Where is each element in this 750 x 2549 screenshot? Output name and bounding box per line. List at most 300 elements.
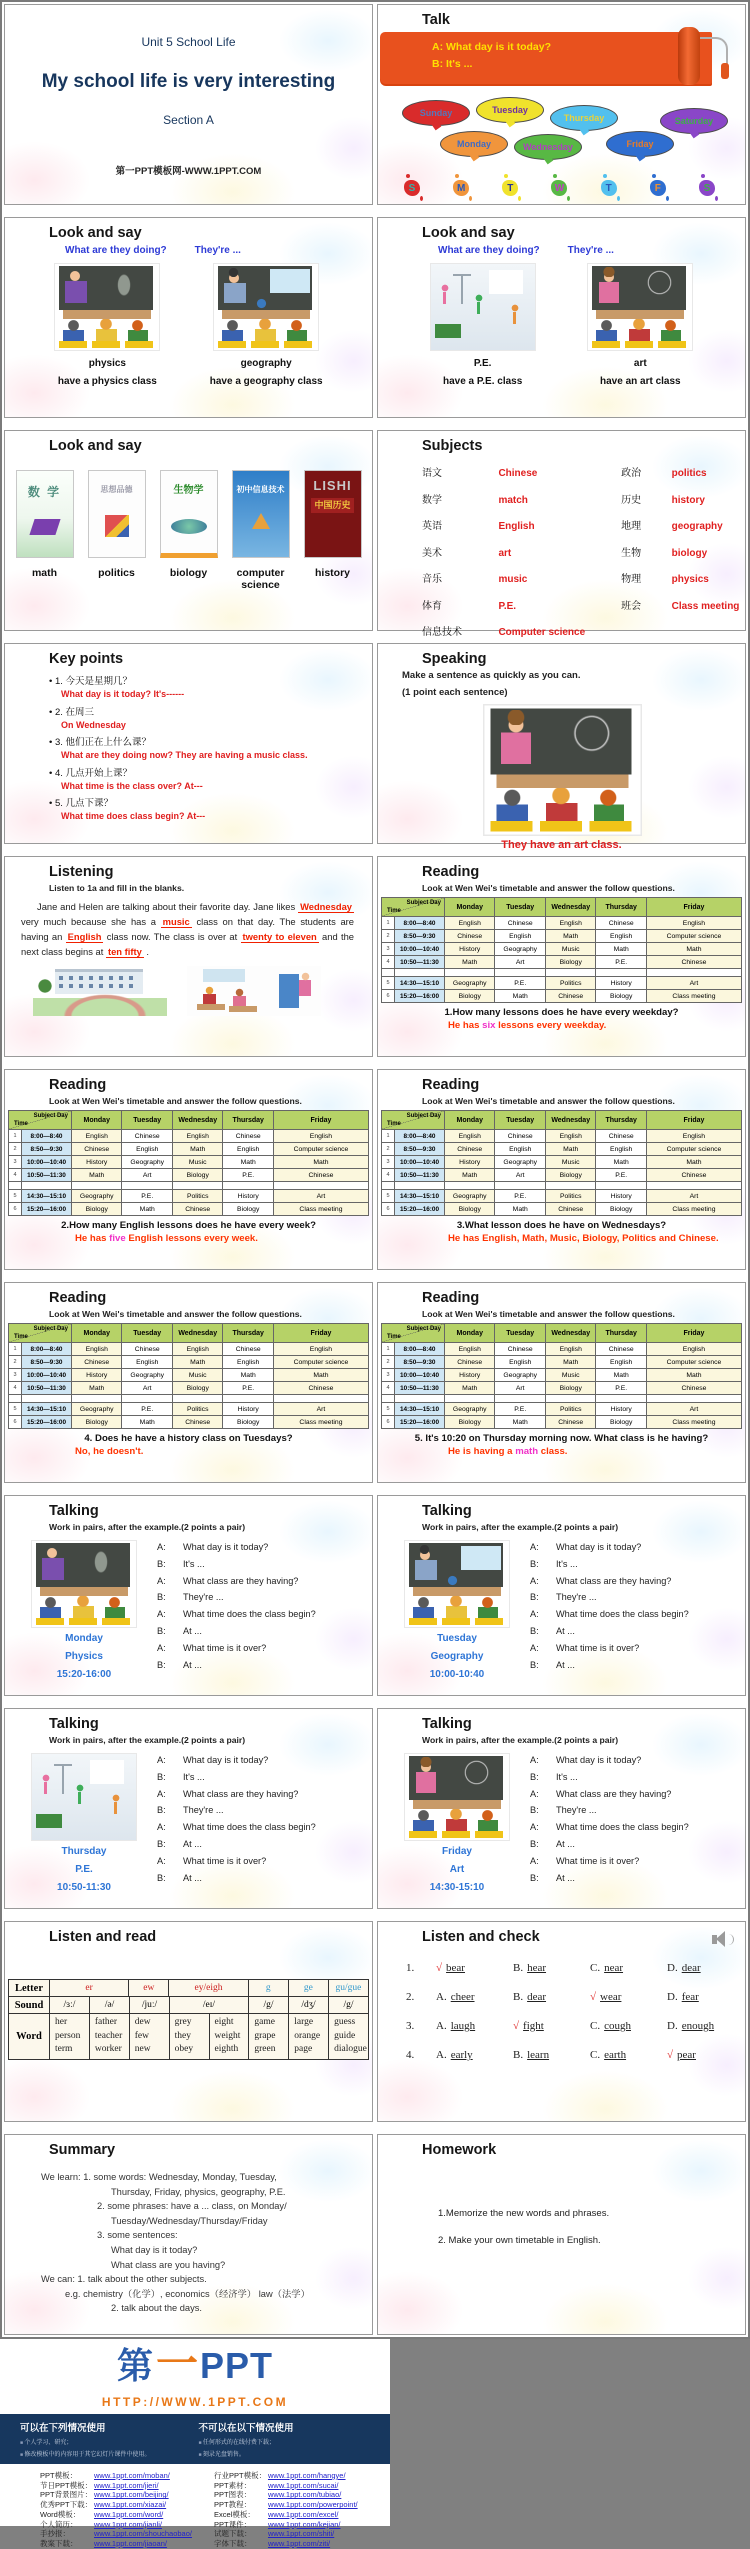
quiz-option — [436, 1991, 513, 2003]
lesson-cell: Chinese — [72, 1143, 122, 1156]
link-url[interactable]: www.1ppt.com/ziti/ — [267, 2538, 331, 2548]
timetable-row — [9, 1403, 369, 1416]
slide-heading: Reading — [422, 864, 480, 880]
slide-title — [4, 4, 373, 205]
option-word: wear — [600, 1991, 622, 2003]
dialogue-text: What day is it today? — [183, 1755, 269, 1765]
example-word: dialogue — [334, 2044, 367, 2054]
period-number: 2 — [9, 1356, 22, 1369]
answer-segment: He has — [448, 1020, 483, 1031]
timetable-row — [382, 1416, 742, 1429]
period-number — [382, 1182, 395, 1190]
weekday-bubble: Tuesday — [476, 97, 544, 123]
key-point — [49, 673, 372, 699]
prompt-answer: They're ... — [194, 245, 241, 256]
lesson-cell: Math — [647, 943, 742, 956]
scenario-panel — [396, 1753, 518, 1895]
slide-summary — [4, 2134, 373, 2335]
lesson-cell: Computer science — [647, 1356, 742, 1369]
dialogue-line-a: A: What day is it today? — [432, 41, 552, 53]
timetable — [381, 1323, 742, 1429]
period-number: 4 — [9, 1382, 22, 1395]
corner-label-top: Subject Day — [33, 1326, 68, 1332]
dialogue-text: At ... — [556, 1872, 575, 1883]
quiz-option — [513, 2020, 590, 2032]
lesson-cell: Music — [546, 943, 596, 956]
timetable-row — [9, 1369, 369, 1382]
letter-cell: g — [249, 1980, 289, 1997]
option-word: enough — [681, 2020, 715, 2032]
speaker-label: A: — [157, 1822, 166, 1833]
scenario-panel — [23, 1753, 145, 1895]
corner-label-bottom: Time — [387, 1121, 401, 1127]
lesson-cell — [495, 1182, 545, 1190]
example-word: eighth — [214, 2044, 239, 2054]
reading-question: 1.How many lessons does he have every weekday? — [444, 1007, 679, 1018]
timetable — [8, 1110, 369, 1216]
slide-subjects — [377, 430, 746, 638]
letter-cell: ge — [289, 1980, 329, 1997]
logo-char-di: 第 — [116, 2345, 154, 2386]
lesson-cell: History — [445, 1369, 495, 1382]
lesson-cell: Chinese — [274, 1382, 369, 1395]
period-number: 6 — [382, 1203, 395, 1216]
day-header-cell: Monday — [445, 1324, 495, 1343]
license-item: ■ 刻录光盘销售。 — [198, 2449, 293, 2458]
period-number: 6 — [9, 1203, 22, 1216]
dialogue-line — [157, 1643, 316, 1653]
option-label: B. — [513, 2049, 524, 2061]
day-header-cell: Monday — [445, 898, 495, 917]
letter-row — [9, 1980, 369, 1997]
footer-link-line — [214, 2520, 358, 2530]
lesson-cell: Math — [445, 1169, 495, 1182]
lesson-cell: Art — [122, 1169, 172, 1182]
lesson-cell: P.E. — [495, 1190, 545, 1203]
option-word: dear — [527, 1991, 547, 2003]
period-time: 10:00—10:40 — [22, 1369, 72, 1382]
site-logo — [0, 2340, 390, 2393]
textbook-figure — [85, 470, 149, 591]
footer-links-right — [214, 2471, 358, 2549]
speaker-label: A: — [530, 1755, 539, 1765]
subject-chinese: 历史 — [621, 494, 642, 506]
deck-title: My school life is very interesting — [41, 71, 336, 92]
splat-letter: F — [650, 180, 666, 196]
lesson-cell: Politics — [546, 1403, 596, 1416]
subject-chinese: 体育 — [422, 600, 442, 612]
example-word: few — [134, 2030, 149, 2041]
dialogue-text: What time is it over? — [183, 1642, 267, 1653]
classroom-illustration — [587, 263, 693, 351]
slide-talking — [377, 1495, 746, 1696]
timetable-row — [9, 1382, 369, 1395]
period-number: 5 — [382, 1190, 395, 1203]
speaker-label: A: — [157, 1855, 166, 1866]
lesson-cell: History — [596, 1190, 646, 1203]
day-header-cell: Wednesday — [173, 1111, 223, 1130]
book-caption: biology — [169, 567, 208, 579]
dialogue-text: At ... — [183, 1838, 202, 1849]
link-url[interactable]: www.1ppt.com/sucai/ — [267, 2480, 339, 2490]
example-word: weight — [214, 2030, 241, 2041]
answer-segment: class. — [538, 1446, 568, 1457]
period-number: 6 — [382, 1416, 395, 1429]
slide-heading: Look and say — [422, 225, 515, 241]
lesson-cell: Biology — [223, 1416, 273, 1429]
timetable-row — [9, 1169, 369, 1182]
dialogue-text: They're ... — [556, 1805, 597, 1816]
link-url[interactable]: www.1ppt.com/word/ — [94, 2509, 164, 2519]
lesson-cell — [495, 1395, 545, 1403]
timetable-row — [9, 1156, 369, 1169]
cloze-segment: Jane and Helen are talking about their favorite day. Jane likes — [37, 901, 299, 912]
slide-heading: Reading — [422, 1077, 480, 1093]
link-label: Excel模板： — [213, 2509, 255, 2519]
dialogue-text: What time does the class begin? — [183, 1822, 316, 1833]
timetable-row — [382, 943, 742, 956]
subject-chinese: 物理 — [621, 574, 642, 585]
link-label: PPT教程： — [213, 2500, 252, 2510]
period-time: 8:00—8:40 — [22, 1130, 72, 1143]
subject-pair — [621, 596, 739, 614]
dialogue-text: At ... — [556, 1625, 575, 1636]
lesson-cell: English — [647, 1130, 742, 1143]
link-label: PPT模板： — [40, 2471, 78, 2480]
footer-link-line — [214, 2510, 358, 2520]
timetable-corner — [382, 1324, 445, 1343]
timetable-row — [382, 956, 742, 969]
splat-letter: W — [551, 180, 567, 196]
summary-line: 2. talk about the days. — [111, 2303, 202, 2314]
example-word: large — [294, 2017, 314, 2027]
subject-chinese: 信息技术 — [422, 627, 462, 638]
dialogue-line — [157, 1592, 316, 1602]
option-word: earth — [604, 2049, 627, 2061]
summary-line: 2. some phrases: have a ... class, on Monday/ — [97, 2201, 287, 2212]
dialogue-line — [530, 1772, 689, 1782]
corner-label-bottom: Time — [387, 1334, 401, 1340]
textbook-cover — [16, 470, 74, 558]
corner-label-top: Subject Day — [33, 1113, 68, 1119]
example-word: father — [94, 2017, 118, 2027]
option-label: D. — [667, 1991, 678, 2003]
link-url[interactable]: www.1ppt.com/shouchaobao/ — [94, 2529, 192, 2539]
timetable — [381, 897, 742, 1003]
section-label: Section A — [163, 113, 214, 127]
classroom-illustration — [404, 1540, 510, 1628]
scenario-day: Thursday — [61, 1846, 107, 1857]
period-number: 3 — [382, 1156, 395, 1169]
dialogue-line — [157, 1609, 316, 1619]
dialogue-line — [157, 1822, 316, 1832]
reading-answer — [448, 1446, 745, 1457]
lesson-cell: Math — [596, 943, 646, 956]
speaker-label: B: — [157, 1872, 166, 1883]
word-row — [9, 2014, 369, 2060]
cloze-segment: very much because she has a — [21, 916, 161, 928]
period-time: 14:30—15:10 — [22, 1403, 72, 1416]
key-point-chinese: • 5. 几点下课？ — [49, 795, 372, 809]
answer-segment: math — [515, 1446, 539, 1457]
period-time: 8:50—9:30 — [22, 1356, 72, 1369]
summary-line: Thursday, Friday, physics, geography, P.E. — [111, 2186, 286, 2197]
lesson-cell: Chinese — [445, 930, 495, 943]
timetable — [381, 1110, 742, 1216]
license-item: ■ 任何形式的在线付费下载； — [198, 2437, 293, 2446]
reading-answer — [75, 1446, 372, 1457]
lesson-cell — [122, 1182, 172, 1190]
dialogue-text: What day is it today? — [556, 1755, 642, 1765]
lesson-cell: Biology — [596, 1203, 646, 1216]
speaker-label: B: — [530, 1558, 539, 1569]
timetable-header — [382, 1111, 742, 1130]
period-time: 14:30—15:10 — [22, 1190, 72, 1203]
scenario-subject: Physics — [65, 1651, 103, 1662]
subject-pair — [621, 569, 739, 587]
lesson-cell: Art — [274, 1403, 369, 1416]
dialogue-line — [530, 1626, 689, 1636]
lesson-cell: Chinese — [445, 1143, 495, 1156]
sound-cell: /ə/ — [90, 1997, 130, 2014]
period-time: 8:50—9:30 — [395, 930, 445, 943]
dialogue-text: What class are they having? — [556, 1788, 672, 1799]
cover-art — [29, 519, 60, 535]
example-word: guess — [334, 2017, 356, 2027]
subject-english: politics — [671, 468, 707, 479]
prompt-question: What are they doing? — [438, 245, 540, 256]
example-word: dew — [134, 2017, 151, 2027]
lesson-cell: P.E. — [122, 1403, 172, 1416]
period-time: 15:20—16:00 — [395, 1203, 445, 1216]
option-label: √ — [513, 2020, 520, 2032]
footer-links — [0, 2464, 390, 2549]
dialogue-line — [530, 1592, 689, 1602]
speaker-label: A: — [157, 1609, 166, 1620]
key-point-english: What are they doing now? They are having a music class. — [61, 750, 308, 760]
lesson-cell: Math — [173, 1143, 223, 1156]
subject-english: match — [498, 494, 528, 506]
link-url[interactable]: www.1ppt.com/jiaoan/ — [94, 2538, 167, 2548]
dialogue-text: What class are they having? — [183, 1575, 299, 1586]
letter-cell: gu/gue — [329, 1980, 369, 1997]
subject-english: physics — [671, 574, 709, 585]
link-url[interactable]: www.1ppt.com/beijing/ — [94, 2490, 169, 2500]
example-word: new — [134, 2044, 151, 2054]
option-label: B. — [513, 1991, 524, 2003]
speaker-label: A: — [157, 1575, 166, 1586]
timetable-row — [9, 1182, 369, 1190]
lesson-cell: Geography — [122, 1156, 172, 1169]
subject-chinese: 美术 — [422, 547, 442, 559]
dialogue-text: It's ... — [183, 1771, 205, 1782]
lesson-cell: P.E. — [596, 1382, 646, 1395]
lesson-figure — [430, 263, 536, 387]
task-text: Work in pairs, after the example.(2 points a pair) — [49, 1735, 246, 1745]
lesson-cell: Computer science — [274, 1356, 369, 1369]
lesson-cell: Politics — [173, 1190, 223, 1203]
lesson-cell: Math — [445, 1382, 495, 1395]
dialogue-text: They're ... — [183, 1805, 224, 1816]
link-url[interactable]: www.1ppt.com/powerpoint/ — [267, 2500, 358, 2510]
option-label: √ — [590, 1991, 597, 2003]
lesson-figure — [210, 263, 323, 387]
phrase-caption: have a geography class — [209, 376, 323, 387]
subject-pair — [422, 463, 585, 481]
link-url[interactable]: www.1ppt.com/shiti/ — [267, 2529, 335, 2539]
letter-cell: er — [50, 1980, 129, 1997]
lesson-cell: History — [596, 1403, 646, 1416]
lesson-cell: English — [445, 917, 495, 930]
quiz-option — [667, 2020, 744, 2032]
quiz-option — [436, 1962, 513, 1974]
lesson-cell — [647, 969, 742, 977]
subject-chinese: 音乐 — [422, 574, 442, 585]
period-time: 14:30—15:10 — [395, 1403, 445, 1416]
link-url[interactable]: www.1ppt.com/jianli/ — [94, 2519, 162, 2529]
slide-listening — [4, 856, 373, 1057]
link-url[interactable]: www.1ppt.com/xiazai/ — [94, 2500, 167, 2510]
sound-row — [9, 1997, 369, 2014]
timetable-row — [382, 1130, 742, 1143]
summary-line: We can: 1. talk about the other subjects. — [41, 2274, 207, 2285]
lesson-cell: Computer science — [647, 1143, 742, 1156]
key-point — [49, 734, 372, 760]
row-label: Sound — [9, 1997, 50, 2014]
subject-chinese: 地理 — [621, 521, 642, 532]
link-url[interactable]: www.1ppt.com/tubiao/ — [267, 2490, 342, 2500]
key-point-english: On Wednesday — [61, 719, 126, 730]
option-label: A. — [436, 2049, 447, 2061]
link-url[interactable]: www.1ppt.com/hangye/ — [267, 2471, 346, 2480]
option-label: C. — [590, 1962, 601, 1974]
speaker-label: B: — [157, 1838, 166, 1849]
quiz-option — [590, 1962, 667, 1974]
timetable-row — [9, 1416, 369, 1429]
lesson-cell: Math — [596, 1156, 646, 1169]
dialogue-panel — [530, 1540, 689, 1682]
speaker-label: B: — [157, 1659, 166, 1670]
phrase-caption: have a P.E. class — [442, 376, 523, 387]
period-number: 6 — [9, 1416, 22, 1429]
lesson-cell: P.E. — [223, 1169, 273, 1182]
slide-heading: Look and say — [49, 438, 142, 454]
period-number — [382, 1395, 395, 1403]
day-header-cell: Monday — [72, 1324, 122, 1343]
lesson-cell — [596, 969, 646, 977]
lesson-cell — [546, 1395, 596, 1403]
subject-english: Class meeting — [671, 600, 740, 612]
option-label: C. — [590, 2049, 601, 2061]
lesson-cell: P.E. — [596, 1169, 646, 1182]
lesson-cell: English — [223, 1356, 273, 1369]
period-number: 1 — [9, 1130, 22, 1143]
option-word: laugh — [450, 2020, 476, 2032]
period-number: 4 — [382, 1382, 395, 1395]
summary-line: We learn: 1. some words: Wednesday, Monday, Tuesday, — [41, 2172, 277, 2182]
period-number — [9, 1395, 22, 1403]
lesson-cell: Chinese — [122, 1130, 172, 1143]
illustration-row — [378, 263, 745, 387]
key-point-english: What time is the class over? At--- — [61, 780, 203, 791]
lesson-cell: Art — [274, 1190, 369, 1203]
period-number: 2 — [9, 1143, 22, 1156]
lesson-cell: English — [445, 1130, 495, 1143]
lesson-cell: P.E. — [596, 956, 646, 969]
option-word: pear — [677, 2049, 696, 2061]
period-number: 5 — [382, 977, 395, 990]
day-header-cell: Friday — [274, 1111, 369, 1130]
link-label: PPT背景图片： — [40, 2490, 93, 2500]
dialogue-text: At ... — [183, 1659, 202, 1670]
dialogue-line-b: B: It's ... — [432, 58, 473, 70]
footer-links-left — [40, 2471, 192, 2549]
prompt-question: What are they doing? — [65, 245, 167, 256]
homework-line: 2. Make your own timetable in English. — [438, 2235, 601, 2246]
example-word: grape — [254, 2030, 276, 2041]
lesson-cell: History — [72, 1369, 122, 1382]
timetable-row — [382, 930, 742, 943]
example-word: page — [294, 2044, 313, 2054]
slide-homework — [377, 2134, 746, 2335]
lesson-cell: English — [647, 1343, 742, 1356]
letter-cell: ew — [129, 1980, 169, 1997]
quiz-option — [590, 2020, 667, 2032]
slide-reading — [377, 856, 746, 1057]
link-url[interactable]: www.1ppt.com/kejian/ — [267, 2519, 341, 2529]
lesson-cell: Art — [647, 977, 742, 990]
subjects-column-left — [422, 463, 585, 649]
period-time: 10:00—10:40 — [22, 1156, 72, 1169]
link-url[interactable]: www.1ppt.com/jieri/ — [94, 2480, 159, 2490]
day-header-cell: Tuesday — [495, 1111, 545, 1130]
dialogue-line — [530, 1822, 689, 1832]
talking-body — [23, 1753, 372, 1895]
summary-line: 3. some sentences: — [97, 2230, 178, 2241]
word-cell — [50, 2014, 90, 2060]
period-time: 15:20—16:00 — [395, 1416, 445, 1429]
link-url[interactable]: www.1ppt.com/moban/ — [94, 2471, 170, 2480]
cover-art — [105, 515, 129, 537]
lesson-cell: Biology — [546, 1169, 596, 1182]
period-number: 3 — [9, 1156, 22, 1169]
example-word: worker — [94, 2044, 122, 2054]
lesson-cell — [72, 1182, 122, 1190]
lesson-cell: English — [546, 1130, 596, 1143]
option-word: fear — [681, 1991, 699, 2003]
subject-pair — [621, 490, 739, 508]
slide-heading: Speaking — [422, 651, 487, 667]
cloze-segment: class now. The class is over at — [103, 931, 241, 943]
dialogue-text: It's ... — [556, 1771, 578, 1782]
subject-english: Computer science — [498, 627, 586, 638]
weekday-bubble: Saturday — [660, 108, 728, 134]
task-text: Look at Wen Wei's timetable and answer the follow questions. — [49, 1309, 302, 1319]
task-text: Look at Wen Wei's timetable and answer the follow questions. — [422, 1309, 675, 1319]
unit-label: Unit 5 School Life — [141, 35, 236, 49]
logo-ppt-text: PPT — [200, 2345, 274, 2386]
lesson-cell: English — [72, 1343, 122, 1356]
slide-talk — [377, 4, 746, 205]
timetable-header — [9, 1111, 369, 1130]
link-url[interactable]: www.1ppt.com/excel/ — [267, 2509, 339, 2519]
weekday-bubble: Sunday — [402, 100, 470, 126]
lesson-cell: History — [596, 977, 646, 990]
lesson-cell — [596, 1182, 646, 1190]
timetable-header — [382, 1324, 742, 1343]
lesson-cell: Geography — [72, 1190, 122, 1203]
dialogue-line — [530, 1755, 689, 1765]
